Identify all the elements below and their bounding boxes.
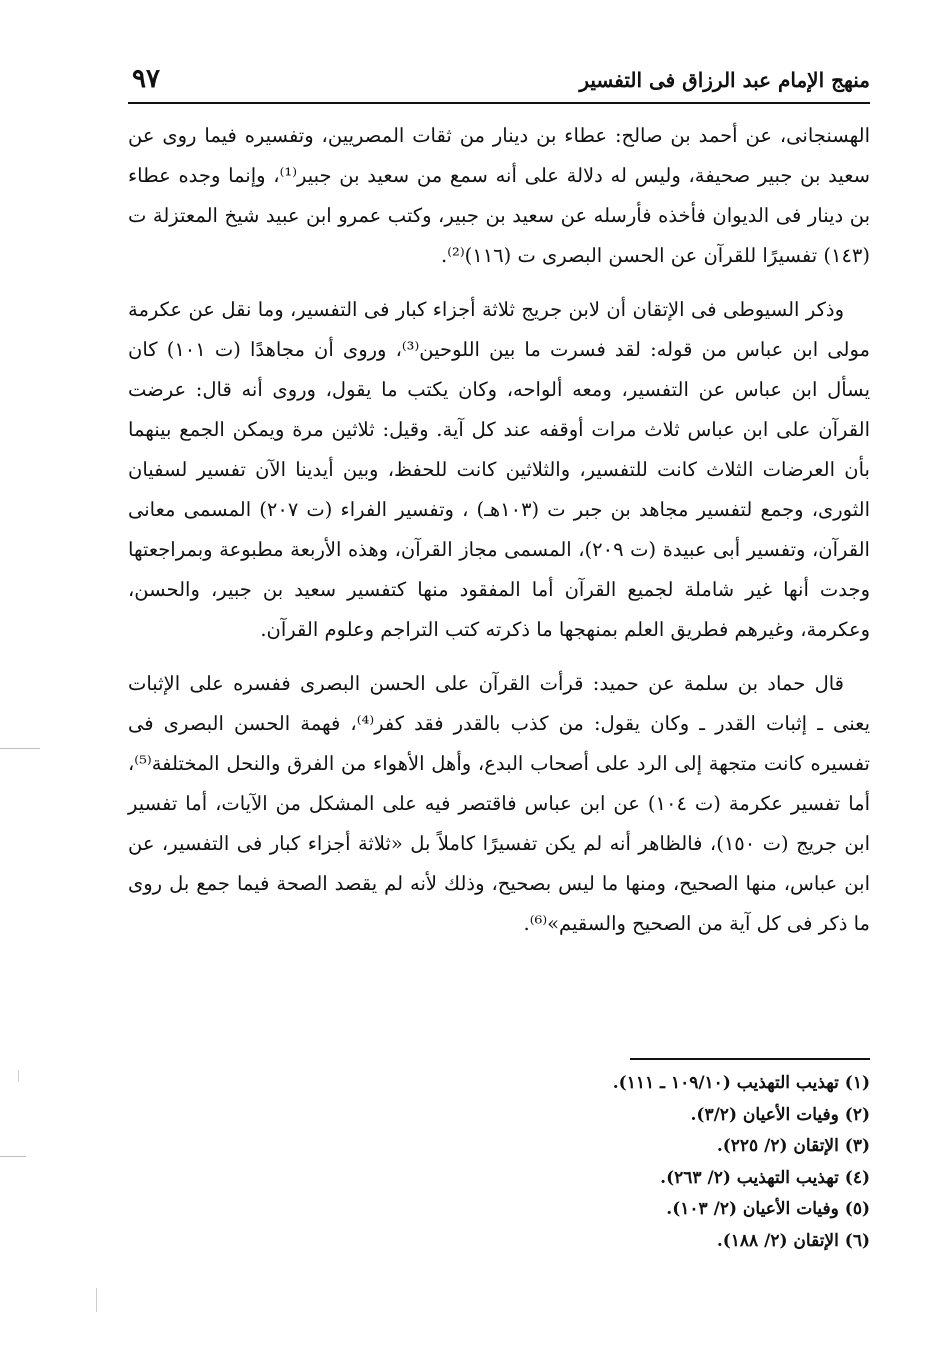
page-number: ٩٧ <box>132 64 160 94</box>
footnote-5: (٥) وفيات الأعيان (٢/ ١٠٣). <box>666 1199 870 1220</box>
footnote-3: (٣) الإتقان (٢/ ٢٢٥). <box>716 1136 870 1157</box>
footnote-6: (٦) الإتقان (٢/ ١٨٨). <box>716 1230 870 1251</box>
paragraph-3: قال حماد بن سلمة عن حميد: قرأت القرآن على الحسن البصرى ففسره على الإثبات يعنى ـ إثبات القدر ـ وكان يقول: من كذب بالقدر فقد كفر⁽⁴⁾، فهمة الحسن البصرى فى تفسيره كانت متجهة إلى الرد على أصحاب البدع، وأهل الأهواء من الفرق والنحل المختلفة⁽⁵⁾، أما تفسير عكرمة (ت ١٠٤) عن ابن عباس فاقتصر فيه على المشكل من الآيات، أما تفسير ابن جريج (ت ١٥٠)، فالظاهر أنه لم يكن تفسيرًا كاملاً بل «ثلاثة أجزاء كبار فى التفسير، عن ابن عباس، منها الصحيح، ومنها ما ليس بصحيح، وذلك لأنه لم يقصد الصحة فيما جمع بل روى ما ذكر فى كل آية من الصحيح والسقيم»⁽⁶⁾. <box>128 672 871 935</box>
footnote-list <box>128 1068 870 1258</box>
running-header <box>128 62 870 104</box>
scan-dot-mark <box>18 1070 19 1082</box>
footnote-1: (١) تهذيب التهذيب (١٠٩/١٠ ـ ١١١). <box>612 1073 870 1093</box>
footnote-separator <box>630 1058 870 1060</box>
running-title: منهج الإمام عبد الرزاق فى التفسير <box>579 68 870 92</box>
paragraph-1: الهسنجانى، عن أحمد بن صالح: عطاء بن دينار من ثقات المصريين، وتفسيره فيما روى عن سعيد بن جبير صحيفة، وليس له دلالة على أنه سمع من سعيد بن جبير⁽¹⁾، وإنما وجده عطاء بن دينار فى الديوان فأخذه فأرسله عن سعيد بن جبير، وكتب عمرو ابن عبيد شيخ المعتزلة ت (١٤٣) تفسيرًا للقرآن عن الحسن البصرى ت (١١٦)⁽²⁾. <box>128 124 870 267</box>
scan-dash-mark <box>0 748 40 749</box>
scan-dash-mark <box>0 1156 26 1157</box>
footnote-4: (٤) تهذيب التهذيب (٢/ ٢٦٣). <box>660 1167 870 1188</box>
footnote-2: (٢) وفيات الأعيان (٣/٢). <box>690 1104 870 1125</box>
footnotes <box>128 1058 870 1258</box>
scan-dot-mark <box>96 1288 97 1312</box>
main-text <box>128 116 870 958</box>
paragraph-2: وذكر السيوطى فى الإتقان أن لابن جريج ثلاثة أجزاء كبار فى التفسير، وما نقل عن عكرمة مولى ابن عباس من قوله: لقد فسرت ما بين اللوحين⁽³⁾، وروى أن مجاهدًا (ت ١٠١) كان يسأل ابن عباس عن التفسير، ومعه ألواحه، وكان يكتب ما يقول، وروى أنه قال: عرضت القرآن على ابن عباس ثلاث مرات أوقفه عند كل آية. وقيل: ثلاثين مرة ويمكن الجمع بينهما بأن العرضات الثلاث كانت للتفسير، والثلاثين كانت للحفظ، وبين أيدينا الآن تفسير لسفيان الثورى، وجمع لتفسير مجاهد بن جبر ت (١٠٣هـ) ، وتفسير الفراء (ت ٢٠٧) المسمى معانى القرآن، وتفسير أبى عبيدة (ت ٢٠٩)، المسمى مجاز القرآن، وهذه الأربعة مطبوعة وبمراجعتها وجدت أنها غير شاملة لجميع القرآن أما المفقود منها كتفسير سعيد بن جبير، والحسن، وعكرمة، وغيرهم فطريق العلم بمنهجها ما ذكرته كتب التراجم وعلوم القرآن. <box>128 298 871 641</box>
